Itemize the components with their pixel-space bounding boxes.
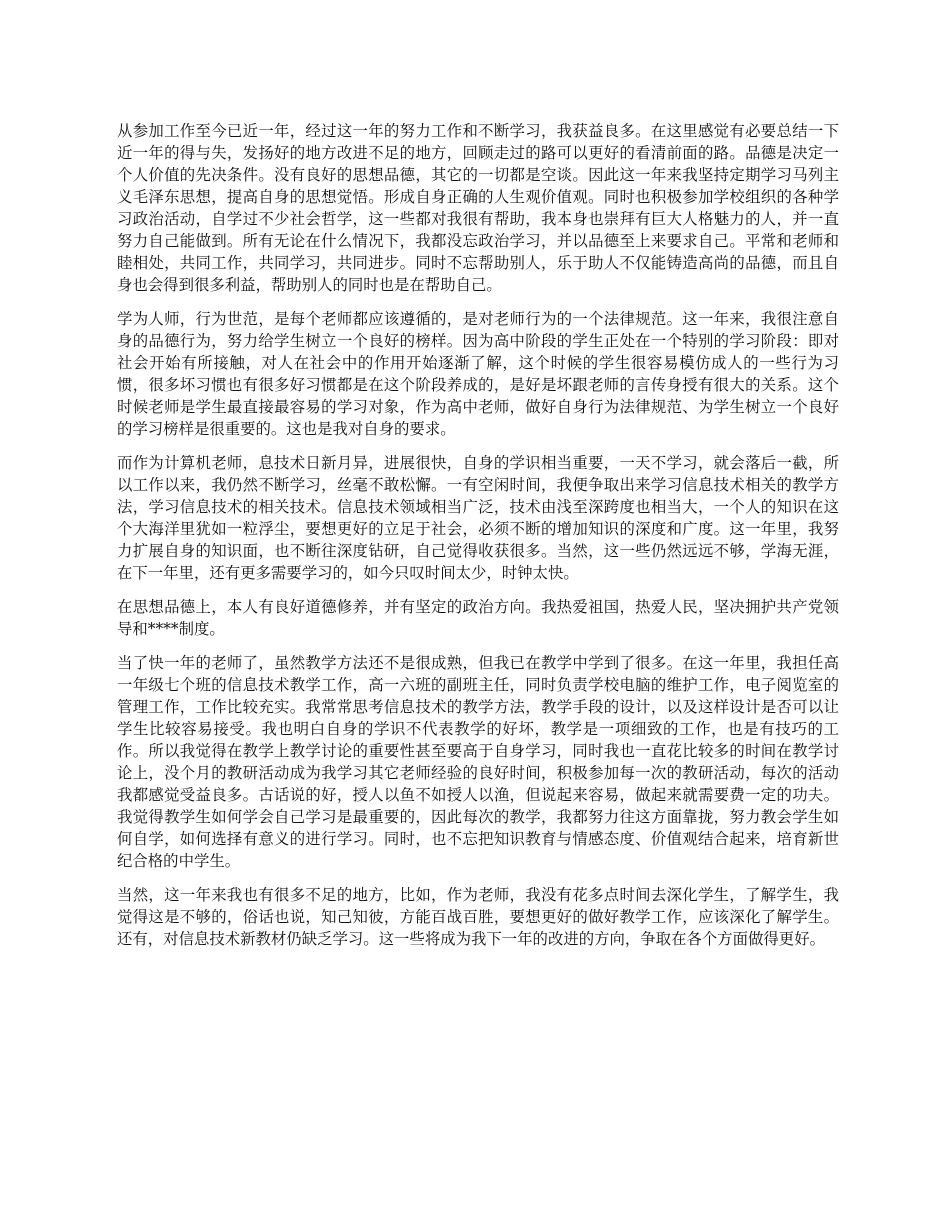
paragraph-1: 从参加工作至今已近一年，经过这一年的努力工作和不断学习，我获益良多。在这里感觉有必要总结一下近一年的得与失，发扬好的地方改进不足的地方，回顾走过的路可以更好的看清前面的路。品德是决定一个人价值的先决条件。没有良好的思想品德，其它的一切都是空谈。因此这一年来我坚持定期学习马列主义毛泽东思想，提高自身的思想觉悟。形成自身正确的人生观价值观。同时也积极参加学校组织的各种学习政治活动，自学过不少社会哲学，这一些都对我很有帮助，我本身也崇拜有巨大人格魅力的人，并一直努力自己能做到。所有无论在什么情况下，我都没忘政治学习，并以品德至上来要求自己。平常和老师和睦相处，共同工作，共同学习，共同进步。同时不忘帮助别人，乐于助人不仅能铸造高尚的品德，而且自身也会得到很多利益，帮助别人的同时也是在帮助自己。 bbox=[117, 122, 839, 294]
paragraph-3: 而作为计算机老师，息技术日新月异，进展很快，自身的学识相当重要，一天不学习，就会落后一截，所以工作以来，我仍然不断学习，丝毫不敢松懈。一有空闲时间，我便争取出来学习信息技术相关的教学方法，学习信息技术的相关技术。信息技术领域相当广泛，技术由浅至深跨度也相当大，一个人的知识在这个大海洋里犹如一粒浮尘，要想更好的立足于社会，必须不断的增加知识的深度和广度。这一年里，我努力扩展自身的知识面，也不断往深度钻研，自己觉得收获很多。当然，这一些仍然远远不够，学海无涯，在下一年里，还有更多需要学习的，如今只叹时间太少，时钟太快。 bbox=[117, 454, 839, 582]
paragraph-6: 当然，这一年来我也有很多不足的地方，比如，作为老师，我没有花多点时间去深化学生，了解学生，我觉得这是不够的，俗话也说，知己知彼，方能百战百胜，要想更好的做好教学工作，应该深化了解学生。还有，对信息技术新教材仍缺乏学习。这一些将成为我下一年的改进的方向，争取在各个方面做得更好。 bbox=[117, 886, 839, 948]
document-body bbox=[117, 120, 839, 962]
paragraph-4: 在思想品德上，本人有良好道德修养，并有坚定的政治方向。我热爱祖国，热爱人民，坚决拥护共产党领导和****制度。 bbox=[117, 598, 839, 638]
paragraph-2: 学为人师，行为世范，是每个老师都应该遵循的，是对老师行为的一个法律规范。这一年来，我很注意自身的品德行为，努力给学生树立一个良好的榜样。因为高中阶段的学生正处在一个特别的学习阶段：即对社会开始有所接触，对人在社会中的作用开始逐渐了解，这个时候的学生很容易模仿成人的一些行为习惯，很多坏习惯也有很多好习惯都是在这个阶段养成的，是好是坏跟老师的言传身授有很大的关系。这个时候老师是学生最直接最容易的学习对象，作为高中老师，做好自身行为法律规范、为学生树立一个良好的学习榜样是很重要的。这也是我对自身的要求。 bbox=[117, 310, 839, 438]
paragraph-5: 当了快一年的老师了，虽然教学方法还不是很成熟，但我已在教学中学到了很多。在这一年里，我担任高一年级七个班的信息技术教学工作，高一六班的副班主任，同时负责学校电脑的维护工作，电子阅览室的管理工作，工作比较充实。我常常思考信息技术的教学方法，教学手段的设计，以及这样设计是否可以让学生比较容易接受。我也明白自身的学识不代表教学的好坏，教学是一项细致的工作，也是有技巧的工作。所以我觉得在教学上教学讨论的重要性甚至要高于自身学习，同时我也一直花比较多的时间在教学讨论上，没个月的教研活动成为我学习其它老师经验的良好时间，积极参加每一次的教研活动，每次的活动我都感觉受益良多。古话说的好，授人以鱼不如授人以渔，但说起来容易，做起来就需要费一定的功夫。我觉得教学生如何学会自己学习是最重要的，因此每次的教学，我都努力往这方面靠拢，努力教会学生如何自学，如何选择有意义的进行学习。同时，也不忘把知识教育与情感态度、价值观结合起来，培育新世纪合格的中学生。 bbox=[117, 654, 839, 870]
